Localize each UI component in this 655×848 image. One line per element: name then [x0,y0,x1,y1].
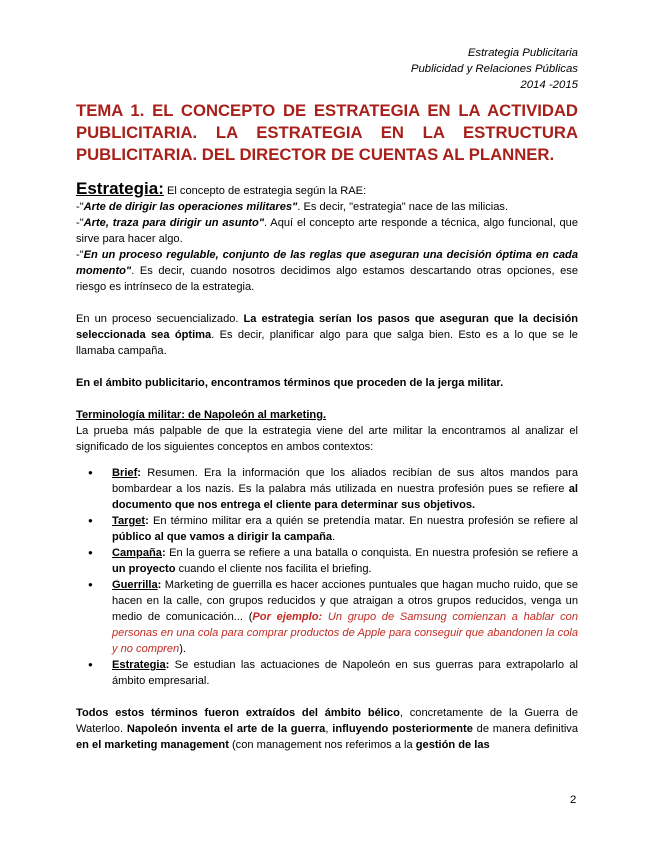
chapter-title: TEMA 1. EL CONCEPTO DE ESTRATEGIA EN LA ACTIVIDAD PUBLICITARIA. LA ESTRATEGIA EN LA ESTRUCTURA PUBLICITARIA. DEL DIRECTOR DE CUENTAS AL PLANNER. [76,101,578,164]
list-item-guerrilla: ● Guerrilla: Marketing de guerrilla es hacer acciones puntuales que hagan mucho ruido, que se hacen en la calle, con grupos reducidos y que atraigan a otros grupos reducidos, venga un medio de comunicación... (Por ejemplo: Un grupo de Samsung comienzan a hablar con personas en una cola para comprar productos de Apple para conseguir que abandonen la cola y no compren). [76,577,578,657]
terms-list [76,465,578,689]
ambito-paragraph: En el ámbito publicitario, encontramos términos que proceden de la jerga militar. [76,377,504,389]
page-number: 2 [570,794,577,806]
closing-paragraph: Todos estos términos fueron extraídos del ámbito bélico, concretamente de la Guerra de Waterloo. Napoleón inventa el arte de la guerra, influyendo posteriormente de manera definitiva en el marketing management (con management nos referimos a la gestión de las [76,707,578,751]
header-course: Estrategia Publicitaria [467,47,578,59]
list-item-brief: ● Brief: Resumen. Era la información que los aliados recibían de sus altos mandos para bombardear a los nazis. Es la palabra más utilizada en nuestra profesión pues se refiere al documento que nos entrega el cliente para determinar sus objetivos. [76,465,578,513]
definition-1: -"Arte de dirigir las operaciones militares". Es decir, "estrategia" nace de las milicias. [76,201,509,213]
definition-2: -"Arte, traza para dirigir un asunto". Aquí el concepto arte responde a técnica, algo funcional, que sirve para hacer algo. [76,217,578,245]
header-year: 2014 -2015 [520,79,578,91]
list-item-target: ● Target: En término militar era a quién se pretendía matar. En nuestra profesión se refiere al público al que vamos a dirigir la campaña. [76,513,578,545]
running-header [411,45,578,93]
body-text [76,181,578,753]
definition-3: -"En un proceso regulable, conjunto de las reglas que aseguran una decisión óptima en cada momento". Es decir, cuando nosotros decidimos algo estamos descartando otras opciones, ese riesgo es intrínseco de la estrategia. [76,249,578,293]
estrategia-heading: Estrategia: [76,179,164,198]
proceso-paragraph: En un proceso secuencializado. La estrategia serían los pasos que aseguran que la decisión seleccionada sea óptima. Es decir, planificar algo para que salga bien. Esto es a lo que se le llamaba campaña. [76,313,578,357]
list-item-campana: ● Campaña: En la guerra se refiere a una batalla o conquista. En nuestra profesión se refiere a un proyecto cuando el cliente nos facilita el briefing. [76,545,578,577]
terminologia-intro: La prueba más palpable de que la estrategia viene del arte militar la encontramos al analizar el significado de los siguientes conceptos en ambos contextos: [76,425,578,453]
estrategia-intro: Estrategia: El concepto de estrategia según la RAE: [76,179,367,198]
terminologia-heading: Terminología militar: de Napoleón al marketing. [76,409,327,421]
list-item-estrategia: ● Estrategia: Se estudian las actuaciones de Napoleón en sus guerras para extrapolarlo al ámbito empresarial. [76,657,578,689]
header-degree: Publicidad y Relaciones Públicas [410,63,578,75]
